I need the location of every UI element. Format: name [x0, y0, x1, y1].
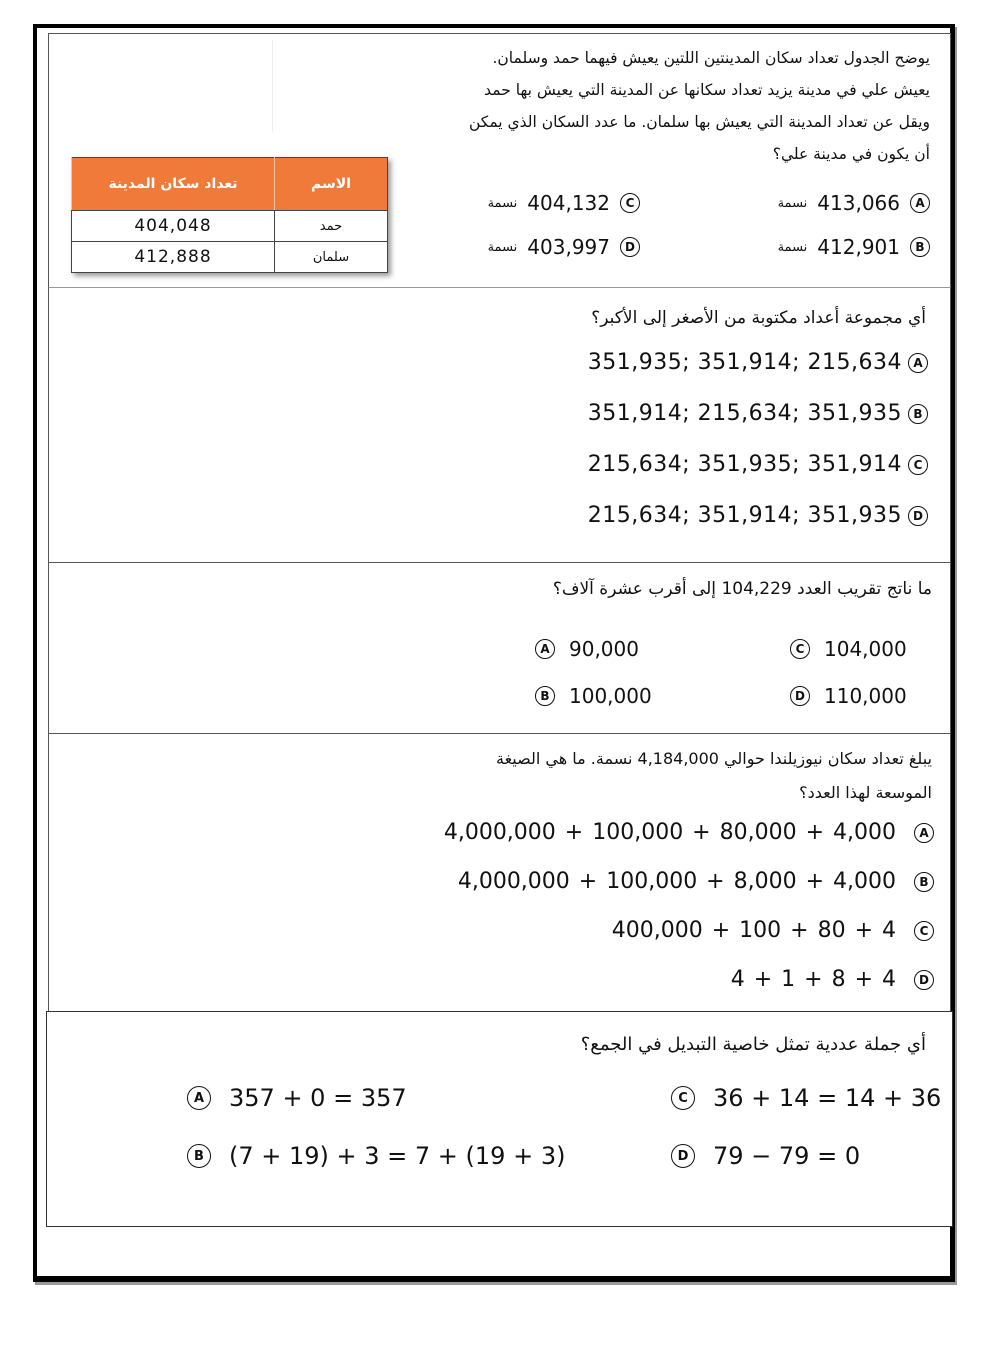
option-value: 104,000: [824, 637, 907, 661]
option-value: 110,000: [824, 684, 907, 708]
question-text-line: يعيش علي في مدينة يزيد تعداد سكانها عن المدينة التي يعيش بها حمد: [484, 81, 930, 99]
option-value: 357 + 0 = 357: [229, 1084, 407, 1112]
option-value: 412,901: [817, 235, 900, 259]
option-letter-b[interactable]: B: [910, 237, 930, 257]
question-text-line: يبلغ تعداد سكان نيوزيلندا حوالي 4,184,000 نسمة. ما هي الصيغة: [495, 749, 932, 768]
question-2: [48, 287, 951, 563]
option-value: 403,997: [527, 235, 610, 259]
question-1: [48, 33, 951, 288]
option-value: 404,132: [527, 191, 610, 215]
option-unit: نسمة: [487, 239, 518, 255]
divider: [272, 40, 273, 132]
option-a[interactable]: [778, 191, 930, 215]
option-value: 4,000,000 + 100,000 + 8,000 + 4,000: [457, 869, 896, 894]
option-c[interactable]: [790, 637, 907, 661]
option-a[interactable]: [588, 350, 928, 375]
question-4: [48, 733, 951, 1012]
option-a[interactable]: [444, 820, 934, 845]
option-letter-b[interactable]: B: [535, 686, 555, 706]
option-letter-b[interactable]: B: [187, 1144, 211, 1168]
option-letter-c[interactable]: C: [620, 193, 640, 213]
table-row: [72, 211, 388, 242]
option-value: 90,000: [569, 637, 639, 661]
option-letter-c[interactable]: C: [790, 639, 810, 659]
question-5: [46, 1011, 953, 1227]
option-letter-a[interactable]: A: [914, 823, 934, 843]
option-value: 100,000: [569, 684, 652, 708]
option-letter-b[interactable]: B: [908, 404, 928, 424]
option-b[interactable]: [778, 235, 930, 259]
option-letter-d[interactable]: D: [914, 970, 934, 990]
option-letter-d[interactable]: D: [908, 506, 928, 526]
option-letter-d[interactable]: D: [790, 686, 810, 706]
option-c[interactable]: [488, 191, 640, 215]
table-header-name: الاسم: [275, 158, 388, 211]
option-d[interactable]: [488, 235, 640, 259]
question-1-text: [310, 42, 930, 170]
option-letter-a[interactable]: A: [187, 1086, 211, 1110]
option-value: 215,634; 351,914; 351,935: [587, 503, 902, 528]
option-value: 351,914; 215,634; 351,935: [587, 401, 902, 426]
question-2-text: أي مجموعة أعداد مكتوبة من الأصغر إلى الأكبر؟: [591, 308, 926, 328]
option-c[interactable]: [588, 452, 928, 477]
option-b[interactable]: [535, 684, 652, 708]
table-cell-name: حمد: [275, 211, 388, 242]
table-cell-population: 412,888: [72, 242, 275, 273]
table-cell-name: سلمان: [275, 242, 388, 273]
option-value: 351,935; 351,914; 215,634: [587, 350, 902, 375]
option-unit: نسمة: [487, 195, 518, 211]
option-d[interactable]: [588, 503, 928, 528]
option-value: (7 + 19) + 3 = 7 + (19 + 3): [229, 1142, 566, 1170]
option-c[interactable]: [671, 1084, 941, 1112]
option-letter-a[interactable]: A: [910, 193, 930, 213]
table-row: [72, 242, 388, 273]
question-text-line: أن يكون في مدينة علي؟: [772, 145, 930, 163]
option-b[interactable]: [458, 869, 934, 894]
option-d[interactable]: [790, 684, 907, 708]
option-unit: نسمة: [777, 195, 808, 211]
option-b[interactable]: [588, 401, 928, 426]
option-letter-b[interactable]: B: [914, 872, 934, 892]
question-3: [48, 562, 951, 734]
option-value: 215,634; 351,935; 351,914: [587, 452, 902, 477]
option-a[interactable]: [535, 637, 639, 661]
question-5-text: أي جملة عددية تمثل خاصية التبديل في الجمع؟: [580, 1034, 926, 1055]
option-value: 4,000,000 + 100,000 + 80,000 + 4,000: [443, 820, 896, 845]
option-letter-d[interactable]: D: [671, 1144, 695, 1168]
question-3-text: ما ناتج تقريب العدد 104,229 إلى أقرب عشرة آلاف؟: [552, 579, 932, 599]
question-4-text: [332, 742, 932, 810]
option-letter-a[interactable]: A: [535, 639, 555, 659]
option-unit: نسمة: [777, 239, 808, 255]
option-value: 4 + 1 + 8 + 4: [730, 967, 896, 992]
table-header-population: تعداد سكان المدينة: [72, 158, 275, 211]
option-letter-d[interactable]: D: [620, 237, 640, 257]
option-value: 36 + 14 = 14 + 36: [713, 1084, 942, 1112]
option-value: 413,066: [817, 191, 900, 215]
option-letter-c[interactable]: C: [908, 455, 928, 475]
option-d[interactable]: [731, 967, 934, 992]
option-c[interactable]: [612, 918, 934, 943]
option-b[interactable]: [187, 1142, 565, 1170]
option-letter-a[interactable]: A: [908, 353, 928, 373]
question-text-line: ويقل عن تعداد المدينة التي يعيش بها سلمان. ما عدد السكان الذي يمكن: [468, 113, 930, 131]
option-letter-c[interactable]: C: [914, 921, 934, 941]
population-table: [71, 157, 388, 273]
table-cell-population: 404,048: [72, 211, 275, 242]
option-value: 79 − 79 = 0: [713, 1142, 861, 1170]
option-a[interactable]: [187, 1084, 407, 1112]
question-text-line: الموسعة لهذا العدد؟: [799, 783, 932, 802]
question-text-line: يوضح الجدول تعداد سكان المدينتين اللتين يعيش فيهما حمد وسلمان.: [492, 49, 930, 67]
option-value: 400,000 + 100 + 80 + 4: [611, 918, 896, 943]
option-letter-c[interactable]: C: [671, 1086, 695, 1110]
option-d[interactable]: [671, 1142, 860, 1170]
